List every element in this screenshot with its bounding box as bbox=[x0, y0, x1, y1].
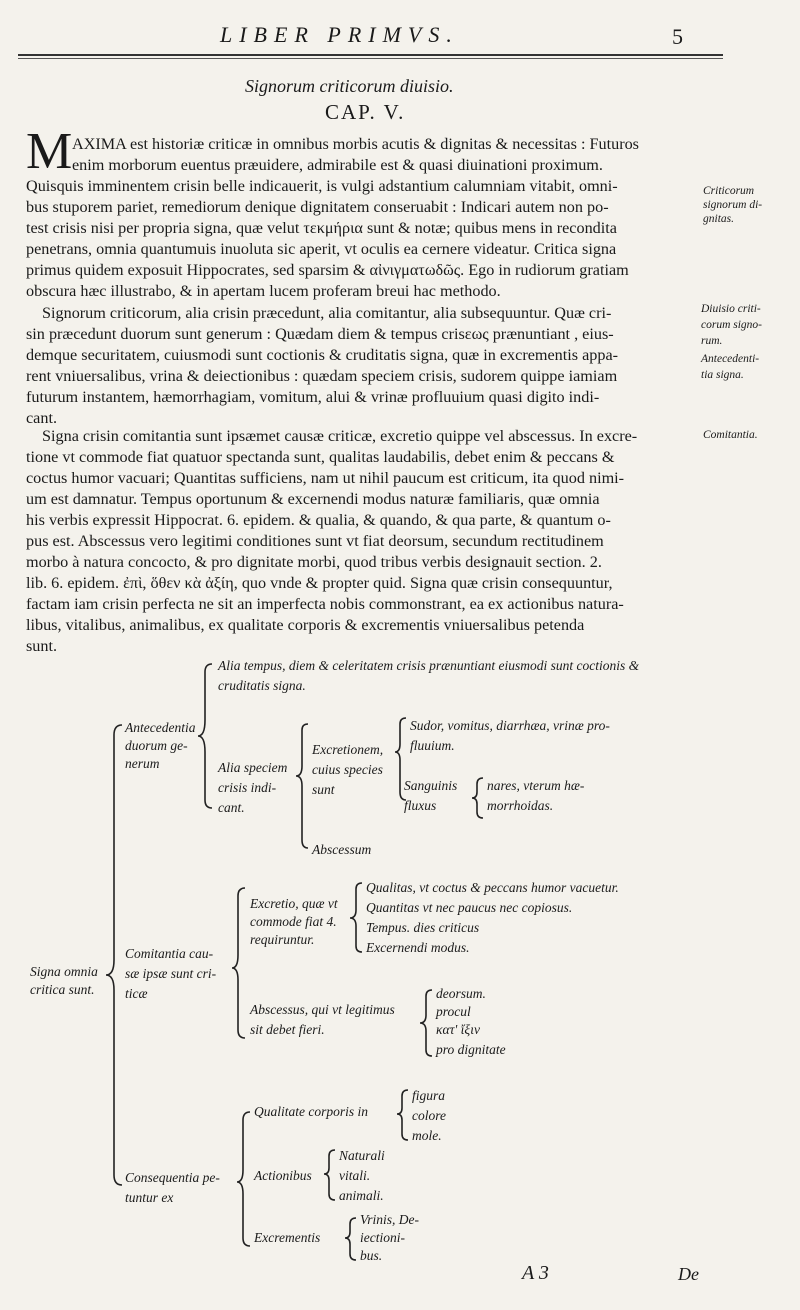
antecedentia-brace bbox=[198, 664, 212, 808]
margin-note: Diuisio criti- bbox=[701, 303, 761, 315]
tree-root-line: critica sunt. bbox=[30, 982, 95, 997]
page-number: 5 bbox=[672, 24, 683, 49]
species-label: Alia speciem bbox=[218, 760, 288, 775]
running-header: LIBER PRIMVS. bbox=[220, 22, 459, 47]
excrementis-item: Vrinis, De- bbox=[360, 1212, 419, 1227]
comitantia-abscessus: sit debet fieri. bbox=[250, 1022, 325, 1037]
qualitate-item: colore bbox=[412, 1108, 446, 1123]
sanguinis-brace bbox=[472, 778, 483, 818]
margin-note: gnitas. bbox=[703, 213, 734, 225]
body-line: test crisis nisi per propria signa, quæ velut τεκμήρια sunt & notæ; quibus mens in recondita bbox=[26, 219, 617, 237]
consequentia-brace bbox=[237, 1112, 250, 1246]
species-kinds: sunt bbox=[312, 782, 335, 797]
actionibus-item: Naturali bbox=[339, 1148, 385, 1163]
abscessus-condition: pro dignitate bbox=[436, 1042, 506, 1057]
antecedentia-label: Antecedentia bbox=[125, 720, 196, 735]
body-line: Quisquis imminentem crisin belle indicauerit, is vulgi adstantium calumniam vitabit, omni- bbox=[26, 177, 618, 195]
abscessus-condition: κατ' ἴξιν bbox=[436, 1022, 480, 1037]
body-line: primus quidem exposuit Hippocrates, sed sparsim & αἰνιγματωδῶς. Ego in rudiorum gratiam bbox=[26, 261, 629, 279]
comitantia-label: sæ ipsæ sunt cri- bbox=[125, 966, 217, 981]
consequentia-label: tuntur ex bbox=[125, 1190, 174, 1205]
margin-note: tia signa. bbox=[701, 369, 744, 381]
comitantia-excretio: requiruntur. bbox=[250, 932, 315, 947]
excretio-items-brace bbox=[350, 883, 362, 952]
abscessus-condition: deorsum. bbox=[436, 986, 486, 1001]
excretio-condition: Qualitas, vt coctus & peccans humor vacuetur. bbox=[366, 880, 619, 895]
body-line: sin præcedunt duorum sunt generum : Quædam diem & tempus crisεως prænuntiant , eius- bbox=[26, 325, 614, 343]
consequentia-label: Consequentia pe- bbox=[125, 1170, 220, 1185]
body-line: libus, vitalibus, animalibus, ex qualitate corporis & excrementis vniuersalibus petenda bbox=[26, 616, 585, 634]
body-line: pus est. Abscessus vero legitimi conditiones sunt vt fiat deorsum, secundum rectitudinem bbox=[26, 532, 604, 550]
actionibus-item: vitali. bbox=[339, 1168, 371, 1183]
drop-cap: M bbox=[26, 123, 73, 180]
excretio-condition: Excernendi modus. bbox=[366, 940, 470, 955]
species-kinds: cuius species bbox=[312, 762, 383, 777]
species-kinds: Excretionem, bbox=[312, 742, 384, 757]
margin-note: Antecedenti- bbox=[701, 353, 760, 365]
sanguinis-label: Sanguinis bbox=[404, 778, 458, 793]
margin-note: rum. bbox=[701, 335, 723, 347]
body-line: futurum instantem, hæmorrhagiam, vomitum, alui & vrinæ profluuium quasi digito indi- bbox=[26, 388, 600, 406]
sanguinis-label: fluxus bbox=[404, 798, 437, 813]
excrementis-brace bbox=[345, 1218, 356, 1260]
body-line: his verbis expressit Hippocrat. 6. epidem. & qualia, & quando, & qua parte, & quantum o- bbox=[26, 511, 611, 529]
antecedentia-label: nerum bbox=[125, 756, 160, 771]
catchword: De bbox=[678, 1264, 699, 1284]
excrementis-item: bus. bbox=[360, 1248, 383, 1263]
abscessum-label: Abscessum bbox=[312, 842, 372, 857]
body-line: lib. 6. epidem. ἐπὶ, ὅθεν κὰ ἀξίη, quo vnde & propter quid. Signa quæ crisin consequuntur, bbox=[26, 574, 613, 592]
sanguinis-items: nares, vterum hæ- bbox=[487, 778, 585, 793]
qualitate-item: figura bbox=[412, 1088, 446, 1103]
body-line: um est damnatur. Tempus oportunum & excernendi modus naturæ familiaris, quæ omnia bbox=[26, 490, 600, 508]
tempus-text: Alia tempus, diem & celeritatem crisis prænuntiant eiusmodi sunt coctionis & bbox=[218, 658, 640, 673]
comitantia-label: Comitantia cau- bbox=[125, 946, 214, 961]
body-line: obscura hæc illustrabo, & in apertam lucem proferam breui hac methodo. bbox=[26, 282, 501, 300]
tree-root-line: Signa omnia bbox=[30, 964, 98, 979]
body-line: morbo à natura concocto, & pro dignitate morbi, quod tribus verbis designauit section. 2. bbox=[26, 553, 602, 571]
abscessus-condition: procul bbox=[436, 1004, 471, 1019]
body-line: rent vniuersalibus, vrina & deiectionibus : quædam speciem crisis, sudorem quippe iamiam bbox=[26, 367, 618, 385]
body-line: tione vt commode fiat quatuor spectanda sunt, qualitas laudabilis, debet enim & peccans & bbox=[26, 448, 615, 466]
body-line: factam iam crisin perfecta ne sit an imperfecta nobis commonstrant, ea ex actionibus natura- bbox=[26, 595, 624, 613]
excretio-condition: Tempus. dies criticus bbox=[366, 920, 480, 935]
sanguinis-items: morrhoidas. bbox=[487, 798, 554, 813]
body-line: cant. bbox=[26, 409, 58, 427]
section-title: Signorum criticorum diuisio. bbox=[245, 76, 454, 96]
body-line: penetrans, omnia quantumuis inuoluta sic aperit, vt oculis ea cernere videatur. Critica signa bbox=[26, 240, 617, 258]
signature-mark: A 3 bbox=[522, 1262, 549, 1284]
comitantia-excretio: Excretio, quæ vt bbox=[250, 896, 338, 911]
comitantia-brace bbox=[232, 888, 245, 1038]
species-label: crisis indi- bbox=[218, 780, 277, 795]
body-line: AXIMA est historiæ criticæ in omnibus morbis acutis & dignitas & necessitas : Futuros bbox=[72, 135, 639, 153]
comitantia-excretio: commode fiat 4. bbox=[250, 914, 337, 929]
excrementis-item: iectioni- bbox=[360, 1230, 405, 1245]
excretion-items: fluuium. bbox=[410, 738, 455, 753]
body-line: enim morborum euentus præuidere, admirabile est & quasi diuinationi proximum. bbox=[72, 156, 603, 174]
body-line: coctus humor vacuari; Quantitas sufficiens, nam ut nihil paucum est criticum, ita quod nimi- bbox=[26, 469, 625, 487]
excretio-condition: Quantitas vt nec paucus nec copiosus. bbox=[366, 900, 573, 915]
tempus-text: cruditatis signa. bbox=[218, 678, 306, 693]
excretion-items: Sudor, vomitus, diarrhæa, vrinæ pro- bbox=[410, 718, 610, 733]
actionibus-brace bbox=[324, 1150, 335, 1200]
species-label: cant. bbox=[218, 800, 245, 815]
species-brace bbox=[296, 724, 308, 848]
margin-note: signorum di- bbox=[703, 199, 763, 211]
actionibus-label: Actionibus bbox=[254, 1168, 312, 1183]
comitantia-label: ticæ bbox=[125, 986, 148, 1001]
qualitate-brace bbox=[397, 1090, 408, 1140]
qualitate-item: mole. bbox=[412, 1128, 442, 1143]
body-line: bus stuporem pariet, remediorum denique dignitatem conseruabit : Indicari autem non po- bbox=[26, 198, 609, 216]
margin-note: Comitantia. bbox=[703, 429, 758, 441]
main-brace bbox=[106, 725, 122, 1185]
body-line: Signa crisin comitantia sunt ipsæmet causæ criticæ, excretio quippe vel abscessus. In excre- bbox=[42, 427, 638, 445]
comitantia-abscessus: Abscessus, qui vt legitimus bbox=[250, 1002, 395, 1017]
chapter-title: CAP. V. bbox=[325, 100, 406, 124]
margin-note: Criticorum bbox=[703, 185, 755, 197]
excrementis-label: Excrementis bbox=[254, 1230, 321, 1245]
abscessus-items-brace bbox=[420, 990, 432, 1056]
body-line: demque securitatem, cuiusmodi sunt coctionis & cruditatis signa, quæ in excrementis appa- bbox=[26, 346, 619, 364]
actionibus-item: animali. bbox=[339, 1188, 384, 1203]
antecedentia-label: duorum ge- bbox=[125, 738, 188, 753]
qualitate-label: Qualitate corporis in bbox=[254, 1104, 368, 1119]
margin-note: corum signo- bbox=[701, 319, 763, 331]
body-line: Signorum criticorum, alia crisin præcedunt, alia comitantur, alia subsequuntur. Quæ cri- bbox=[42, 304, 612, 322]
body-line: sunt. bbox=[26, 637, 58, 655]
